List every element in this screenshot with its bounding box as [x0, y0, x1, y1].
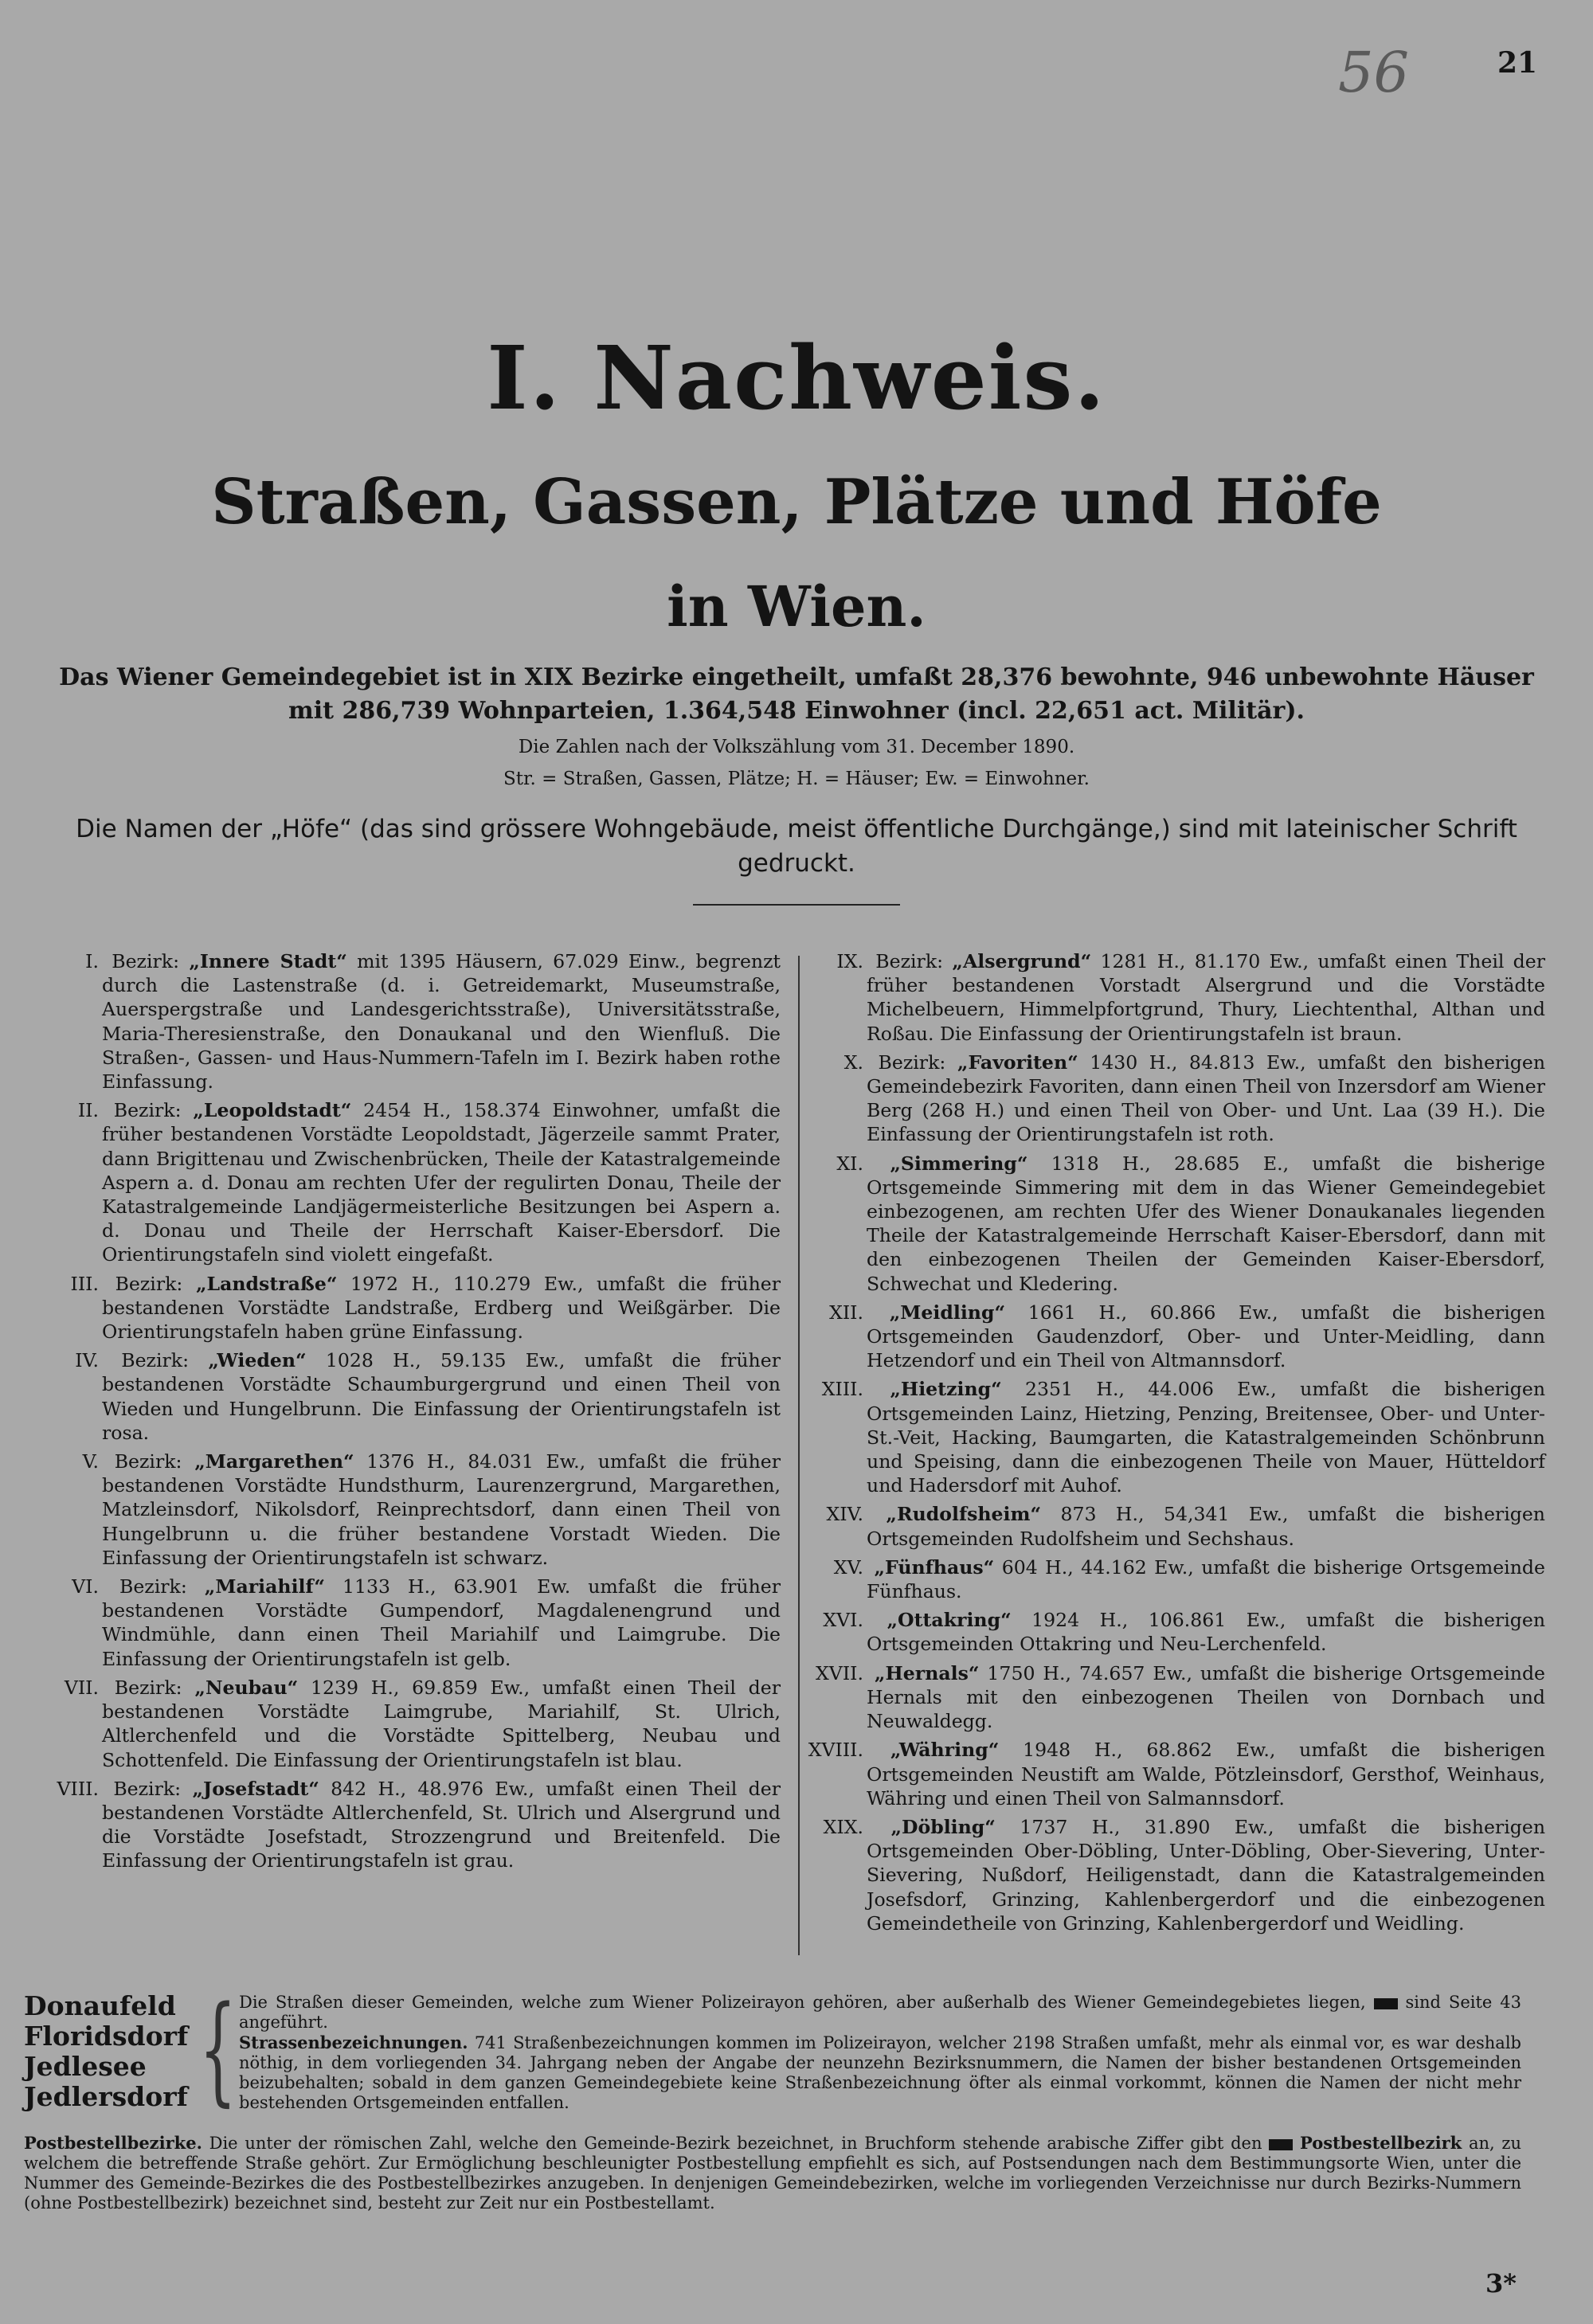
district-name: „Ottakring“ — [887, 1609, 1012, 1632]
district-text: 1239 H., 69.859 Ew., umfaßt einen Theil der bestandenen Vorstädte Laimgrube, Mariahilf, St. Ulrich, Altlerchenfeld und die Vorstädte Spittelberg, Neubau und Schottenfeld. Die Einfassung der Orientirungstafeln ist blau. — [102, 1676, 781, 1771]
district-number: IX. — [836, 950, 863, 972]
municipality-name: Jedlersdorf — [24, 2081, 188, 2112]
district-entry — [40, 1575, 781, 1671]
district-number: V. — [82, 1450, 99, 1473]
district-entry — [40, 1676, 781, 1772]
district-number: XIX. — [823, 1815, 863, 1838]
district-name: „Hietzing“ — [890, 1378, 1002, 1401]
page-subtitle-location: in Wien. — [667, 573, 926, 640]
district-name: „Meidling“ — [889, 1301, 1006, 1324]
district-text: 1281 H., 81.170 Ew., umfaßt einen Theil der früher bestandenen Vorstadt Alsergrund und die Vorstädte Michelbeuern, Himmelpfortgrund, Thury, Liechtenthal, Althan und Roßau. Die Einfassung der Orientirungstafeln ist braun. — [867, 950, 1546, 1045]
district-text: mit 1395 Häusern, 67.029 Einw., begrenzt durch die Lastenstraße (d. i. Getreidemarkt, Museumstraße, Auerspergstraße und Landesgerichtsstraße), Universitätsstraße, Maria-Theresienstraße, den Donaukanal und den Wienfluß. Die Straßen-, Gassen- und Haus-Nummern-Tafeln im I. Bezirk haben rothe Einfassung. — [102, 950, 781, 1094]
column-divider — [798, 956, 800, 1955]
district-entry — [40, 1272, 781, 1344]
district-text: 1028 H., 59.135 Ew., umfaßt die früher bestandenen Vorstädte Schaumburgergrund und einen Theil von Wieden und Hungelbrunn. Die Einfassung der Orientirungstafeln ist rosa. — [102, 1349, 781, 1444]
district-entry — [804, 1661, 1545, 1734]
district-entry — [804, 1738, 1545, 1810]
district-prefix: Bezirk: — [878, 1050, 946, 1074]
district-number: VIII. — [57, 1777, 99, 1800]
district-prefix: Bezirk: — [113, 1777, 182, 1800]
district-number: XVI. — [823, 1609, 863, 1632]
district-number: I. — [85, 950, 99, 972]
district-text: 873 H., 54,341 Ew., umfaßt die bisherigen Ortsgemeinden Rudolfsheim und Sechshaus. — [867, 1503, 1546, 1550]
census-note: Die Zahlen nach der Volkszählung vom 31. December 1890. — [518, 737, 1075, 757]
hoefe-note: Die Namen der „Höfe“ (das sind grössere Wohngebäude, meist öffentliche Durchgänge,) sind mit lateinischer Schrift gedruckt. — [76, 815, 1517, 878]
municipalities-note-text: Die Straßen dieser Gemeinden, welche zum Wiener Polizeirayon gehören, aber außerhalb des Wiener Gemeindegebietes liegen, — [239, 1993, 1366, 2012]
district-number: IV. — [75, 1349, 99, 1372]
district-text: 1661 H., 60.866 Ew., umfaßt die bisherigen Ortsgemeinden Gaudenzdorf, Ober- und Unter-Meidling, dann Hetzendorf und ein Theil von Altmannsdorf. — [867, 1301, 1546, 1372]
district-text: 2351 H., 44.006 Ew., umfaßt die bisherigen Ortsgemeinden Lainz, Hietzing, Penzing, Breitensee, Ober- und Unter-St.-Veit, Hacking, Baumgarten, die Katastralgemeinden Schönbrunn und Speising, dann die einbezogenen Theile von Mauer, Hütteldorf und Hadersdorf mit Auhof. — [867, 1378, 1546, 1497]
district-entry — [804, 1555, 1545, 1603]
district-prefix: Bezirk: — [113, 1099, 182, 1122]
municipality-name: Jedlesee — [24, 2051, 147, 2082]
abbreviation-note: Str. = Straßen, Gassen, Plätze; H. = Häuser; Ew. = Einwohner. — [503, 769, 1090, 789]
district-entry — [40, 1777, 781, 1873]
post-heading: Postbestellbezirke. — [24, 2133, 202, 2153]
signature-mark: 3* — [1485, 2268, 1517, 2299]
district-text: 1750 H., 74.657 Ew., umfaßt die bisherige Ortsgemeinde Hernals mit den einbezogenen Theilen von Dornbach und Neuwaldegg. — [867, 1661, 1546, 1733]
district-prefix: Bezirk: — [114, 1676, 182, 1699]
district-text: 1430 H., 84.813 Ew., umfaßt den bisherigen Gemeindebezirk Favoriten, dann einen Theil von Inzersdorf am Wiener Berg (268 H.) und einen Theil von Ober- und Unt. Laa (39 H.). Die Einfassung der Orientirungstafeln ist roth. — [867, 1050, 1546, 1146]
district-text: 1737 H., 31.890 Ew., umfaßt die bisherigen Ortsgemeinden Ober-Döbling, Unter-Döbling, Ober-Sievering, Unter-Sievering, Nußdorf, Heiligenstadt, dann die Katastralgemeinden Josefsdorf, Grinzing, Kahlenbergerdorf und die einbezogenen Gemeindetheile von Grinzing, Kahlenbergerdorf und Weidling. — [867, 1815, 1546, 1935]
district-entry — [40, 949, 781, 1094]
district-name: „Mariahilf“ — [204, 1575, 325, 1598]
district-prefix: Bezirk: — [875, 950, 944, 972]
district-number: VII. — [64, 1676, 99, 1699]
pointing-hand-icon — [1269, 2139, 1293, 2150]
district-name: „Währing“ — [890, 1739, 1000, 1762]
district-prefix: Bezirk: — [115, 1272, 183, 1295]
municipality-list — [24, 1991, 207, 2112]
district-text: 604 H., 44.162 Ew., umfaßt die bisherige Ortsgemeinde Fünfhaus. — [867, 1555, 1545, 1603]
district-name: „Favoriten“ — [957, 1050, 1078, 1074]
district-number: XIII. — [821, 1378, 863, 1401]
intro-paragraph: Das Wiener Gemeindegebiet ist in XIX Bezirke eingetheilt, umfaßt 28,376 bewohnte, 946 unbewohnte Häuser mit 286,739 Wohnparteien, 1.364,548 Einwohner (incl. 22,651 act. Militär). — [59, 663, 1534, 725]
district-number: III. — [70, 1272, 99, 1295]
district-name: „Döbling“ — [890, 1815, 996, 1838]
district-entry — [804, 1377, 1545, 1497]
district-text: 1972 H., 110.279 Ew., umfaßt die früher bestandenen Vorstädte Landstraße, Erdberg und Weißgärber. Die Orientirungstafeln haben grüne Einfassung. — [102, 1272, 781, 1344]
district-entry — [804, 1301, 1545, 1373]
district-entry — [804, 949, 1545, 1046]
strassen-heading: Strassenbezeichnungen. — [239, 2033, 468, 2052]
district-entry — [40, 1098, 781, 1266]
district-number: X. — [843, 1050, 863, 1074]
district-name: „Hernals“ — [874, 1661, 980, 1684]
curly-brace: { — [199, 1981, 237, 2118]
district-text: 1948 H., 68.862 Ew., umfaßt die bisherigen Ortsgemeinden Neustift am Walde, Pötzleinsdorf, Gersthof, Weinhaus, Währing und einen Theil von Salmannsdorf. — [867, 1739, 1545, 1810]
district-text: 2454 H., 158.374 Einwohner, umfaßt die früher bestandenen Vorstädte Leopoldstadt, Jägerzeile sammt Prater, dann Brigittenau und Zwischenbrücken, Theile der Katastralgemeinde Aspern a. d. Donau am rechten Ufer der regulirten Donau, Theile der Katastralgemeinde Landjägermeisterliche Besitzungen bei Aspern a. d. Donau und Theile der Herrschaft Kaiser-Ebersdorf. Die Orientirungstafeln sind violett eingefaßt. — [102, 1099, 781, 1266]
district-number: XVII. — [816, 1661, 863, 1684]
district-text: 842 H., 48.976 Ew., umfaßt einen Theil der bestandenen Vorstädte Altlerchenfeld, St. Ulrich und Alsergrund und die Vorstädte Josefstadt, Strozzengrund und Breitenfeld. Die Einfassung der Orientirungstafeln ist grau. — [102, 1777, 781, 1872]
district-text: 1924 H., 106.861 Ew., umfaßt die bisherigen Ortsgemeinden Ottakring und Neu-Lerchenfeld. — [867, 1609, 1546, 1656]
district-number: XI. — [836, 1152, 863, 1175]
municipalities-note — [239, 1993, 1521, 2113]
district-name: „Margarethen“ — [194, 1450, 354, 1473]
pointing-hand-icon — [1374, 1998, 1398, 2009]
post-text-a: Die unter der römischen Zahl, welche den Gemeinde-Bezirk bezeichnet, in Bruchform stehende arabische Ziffer gibt den — [209, 2134, 1262, 2153]
page-subtitle: Straßen, Gassen, Plätze und Höfe — [211, 466, 1382, 538]
divider — [693, 904, 900, 906]
district-entry — [804, 1502, 1545, 1550]
district-entry — [804, 1152, 1545, 1296]
district-text: 1318 H., 28.685 E., umfaßt die bisherige Ortsgemeinde Simmering mit dem in das Wiener Gemeindegebiet einbezogenen, am rechten Ufer des Wiener Donaukanales liegenden Theile der Katastralgemeinde Herrschaft Kaiser-Ebersdorf, dann mit den einbezogenen Theilen der Gemeinden Kaiser-Ebersdorf, Schwechat und Kledering. — [867, 1152, 1546, 1295]
district-number: XVIII. — [808, 1739, 863, 1762]
municipalities-note-page: sind Seite 43 angeführt. — [239, 1993, 1521, 2032]
post-text-b: an, zu welchem die betreffende Straße gehört. Zur Ermöglichung beschleunigter Postbestellung empfiehlt es sich, auf Postsendungen nach dem Bestimmungsorte Wien, unter die Nummer des Gemeinde-Bezirkes die des Postbestellbezirkes anzugeben. In denjenigen Gemeindebezirken, welche im vorliegenden Verzeichnisse nur durch Bezirks-Nummern (ohne Postbestellbezirk) bezeichnet sind, besteht zur Zeit nur ein Postbestellamt. — [24, 2134, 1521, 2212]
post-districts-note — [24, 2133, 1521, 2213]
district-number: XV. — [833, 1555, 863, 1579]
district-entry — [804, 1608, 1545, 1656]
districts-right-column — [804, 949, 1545, 1940]
district-name: „Simmering“ — [890, 1152, 1028, 1175]
districts-left-column — [40, 949, 781, 1878]
district-prefix: Bezirk: — [119, 1575, 187, 1598]
district-prefix: Bezirk: — [114, 1450, 182, 1473]
district-name: „Rudolfsheim“ — [886, 1503, 1042, 1526]
district-number: II. — [77, 1099, 99, 1122]
district-entry — [40, 1450, 781, 1570]
district-number: XIV. — [826, 1503, 863, 1526]
district-name: „Alsergrund“ — [952, 950, 1092, 972]
district-text: 1133 H., 63.901 Ew. umfaßt die früher bestandenen Vorstädte Gumpendorf, Magdalenengrund und Windmühle, dann einen Theil Mariahilf und Laimgrube. Die Einfassung der Orientirungstafeln ist gelb. — [102, 1575, 781, 1670]
municipality-name: Floridsdorf — [24, 2021, 189, 2052]
district-name: „Wieden“ — [208, 1349, 307, 1372]
district-entry — [804, 1050, 1545, 1147]
district-name: „Neubau“ — [194, 1676, 299, 1699]
pencil-mark: 56 — [1338, 40, 1410, 105]
district-prefix: Bezirk: — [121, 1349, 190, 1372]
district-name: „Leopoldstadt“ — [193, 1099, 352, 1122]
page-title: I. Nachweis. — [487, 327, 1106, 429]
municipality-name: Donaufeld — [24, 1990, 176, 2021]
district-number: XII. — [829, 1301, 863, 1324]
district-name: „Landstraße“ — [195, 1272, 338, 1295]
district-entry — [804, 1815, 1545, 1935]
district-name: „Innere Stadt“ — [189, 950, 347, 972]
district-entry — [40, 1348, 781, 1445]
district-name: „Josefstadt“ — [192, 1777, 319, 1800]
district-text: 1376 H., 84.031 Ew., umfaßt die früher bestandenen Vorstädte Hundsthurm, Laurenzergrund, Margarethen, Matzleinsdorf, Nikolsdorf, Reinprechtsdorf, dann einen Theil von Hungelbrunn u. die früher bestandene Vorstadt Wieden. Die Einfassung der Orientirungstafeln ist schwarz. — [102, 1450, 781, 1569]
strassen-text: 741 Straßenbezeichnungen kommen im Polizeirayon, welcher 2198 Straßen umfaßt, mehr als einmal vor, es war deshalb nöthig, in dem vorliegenden 34. Jahrgang neben der Angabe der neunzehn Bezirksnummern, die Namen der bisher bestandenen Ortsgemeinden beizubehalten; sobald in dem ganzen Gemeindegebiete keine Straßenbezeichnung öfter als einmal vorkommt, können die Namen der nicht mehr bestehenden Ortsgemeinden entfallen. — [239, 2033, 1521, 2112]
page-number: 21 — [1497, 46, 1538, 80]
post-label: Postbestellbezirk — [1299, 2133, 1462, 2153]
district-prefix: Bezirk: — [112, 950, 180, 972]
district-number: VI. — [72, 1575, 99, 1598]
district-name: „Fünfhaus“ — [874, 1555, 995, 1579]
